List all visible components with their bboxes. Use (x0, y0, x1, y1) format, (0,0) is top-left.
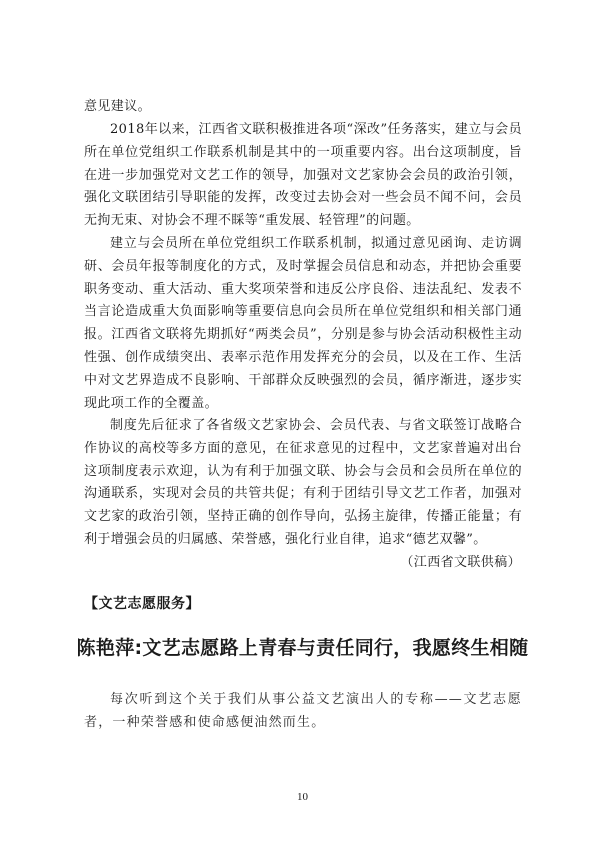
source-attribution: （江西省文联供稿） (400, 555, 521, 570)
page-number: 10 (297, 791, 308, 803)
body-paragraph: 建立与会员所在单位党组织工作联系机制，拟通过意见函询、走访调研、会员年报等制度化的方式，及时掌握会员信息和动态，并把协会重要职务变动、重大活动、重大奖项荣誉和违反公序良俗、违法乱纪、发表不当言论造成重大负面影响等重要信息向会员所在单位党组织和相关部门通报。江西省文联将先期抓好“两类会员”，分别是参与协会活动积极性主动性强、创作成绩突出、表率示范作用发挥充分的会员，以及在工作、生活中对文艺界造成不良影响、干部群众反映强烈的会员，循序渐进，逐步实现此项工作的全覆盖。 (84, 236, 522, 411)
section-heading: 【文艺志愿服务】 (84, 596, 200, 612)
continuation-text: 意见建议。 (84, 99, 152, 114)
body-paragraph: 2018年以来，江西省文联积极推进各项“深改”任务落实，建立与会员所在单位党组织工作联系机制是其中的一项重要内容。出台这项制度，旨在进一步加强党对文艺工作的领导，加强对文艺家协会会员的政治引领，强化文联团结引导职能的发挥，改变过去协会对一些会员不闻不问，会员无拘无束、对协会不理不睬等“重发展、轻管理”的问题。 (84, 122, 522, 229)
body-paragraph: 制度先后征求了各省级文艺家协会、会员代表、与省文联签订战略合作协议的高校等多方面的意见，在征求意见的过程中，文艺家普遍对出台这项制度表示欢迎，认为有利于加强文联、协会与会员和会员所在单位的沟通联系，实现对会员的共管共促；有利于团结引导文艺工作者，加强对文艺家的政治引领，坚持正确的创作导向，弘扬主旋律，传播正能量；有利于增强会员的归属感、荣誉感，强化行业自律，追求“德艺双馨”。 (84, 418, 522, 547)
article-intro-paragraph: 每次听到这个关于我们从事公益文艺演出人的专称——文艺志愿者，一种荣誉感和使命感便油然而生。 (84, 692, 522, 730)
article-title: 陈艳萍:文艺志愿路上青春与责任同行，我愿终生相随 (76, 637, 529, 659)
